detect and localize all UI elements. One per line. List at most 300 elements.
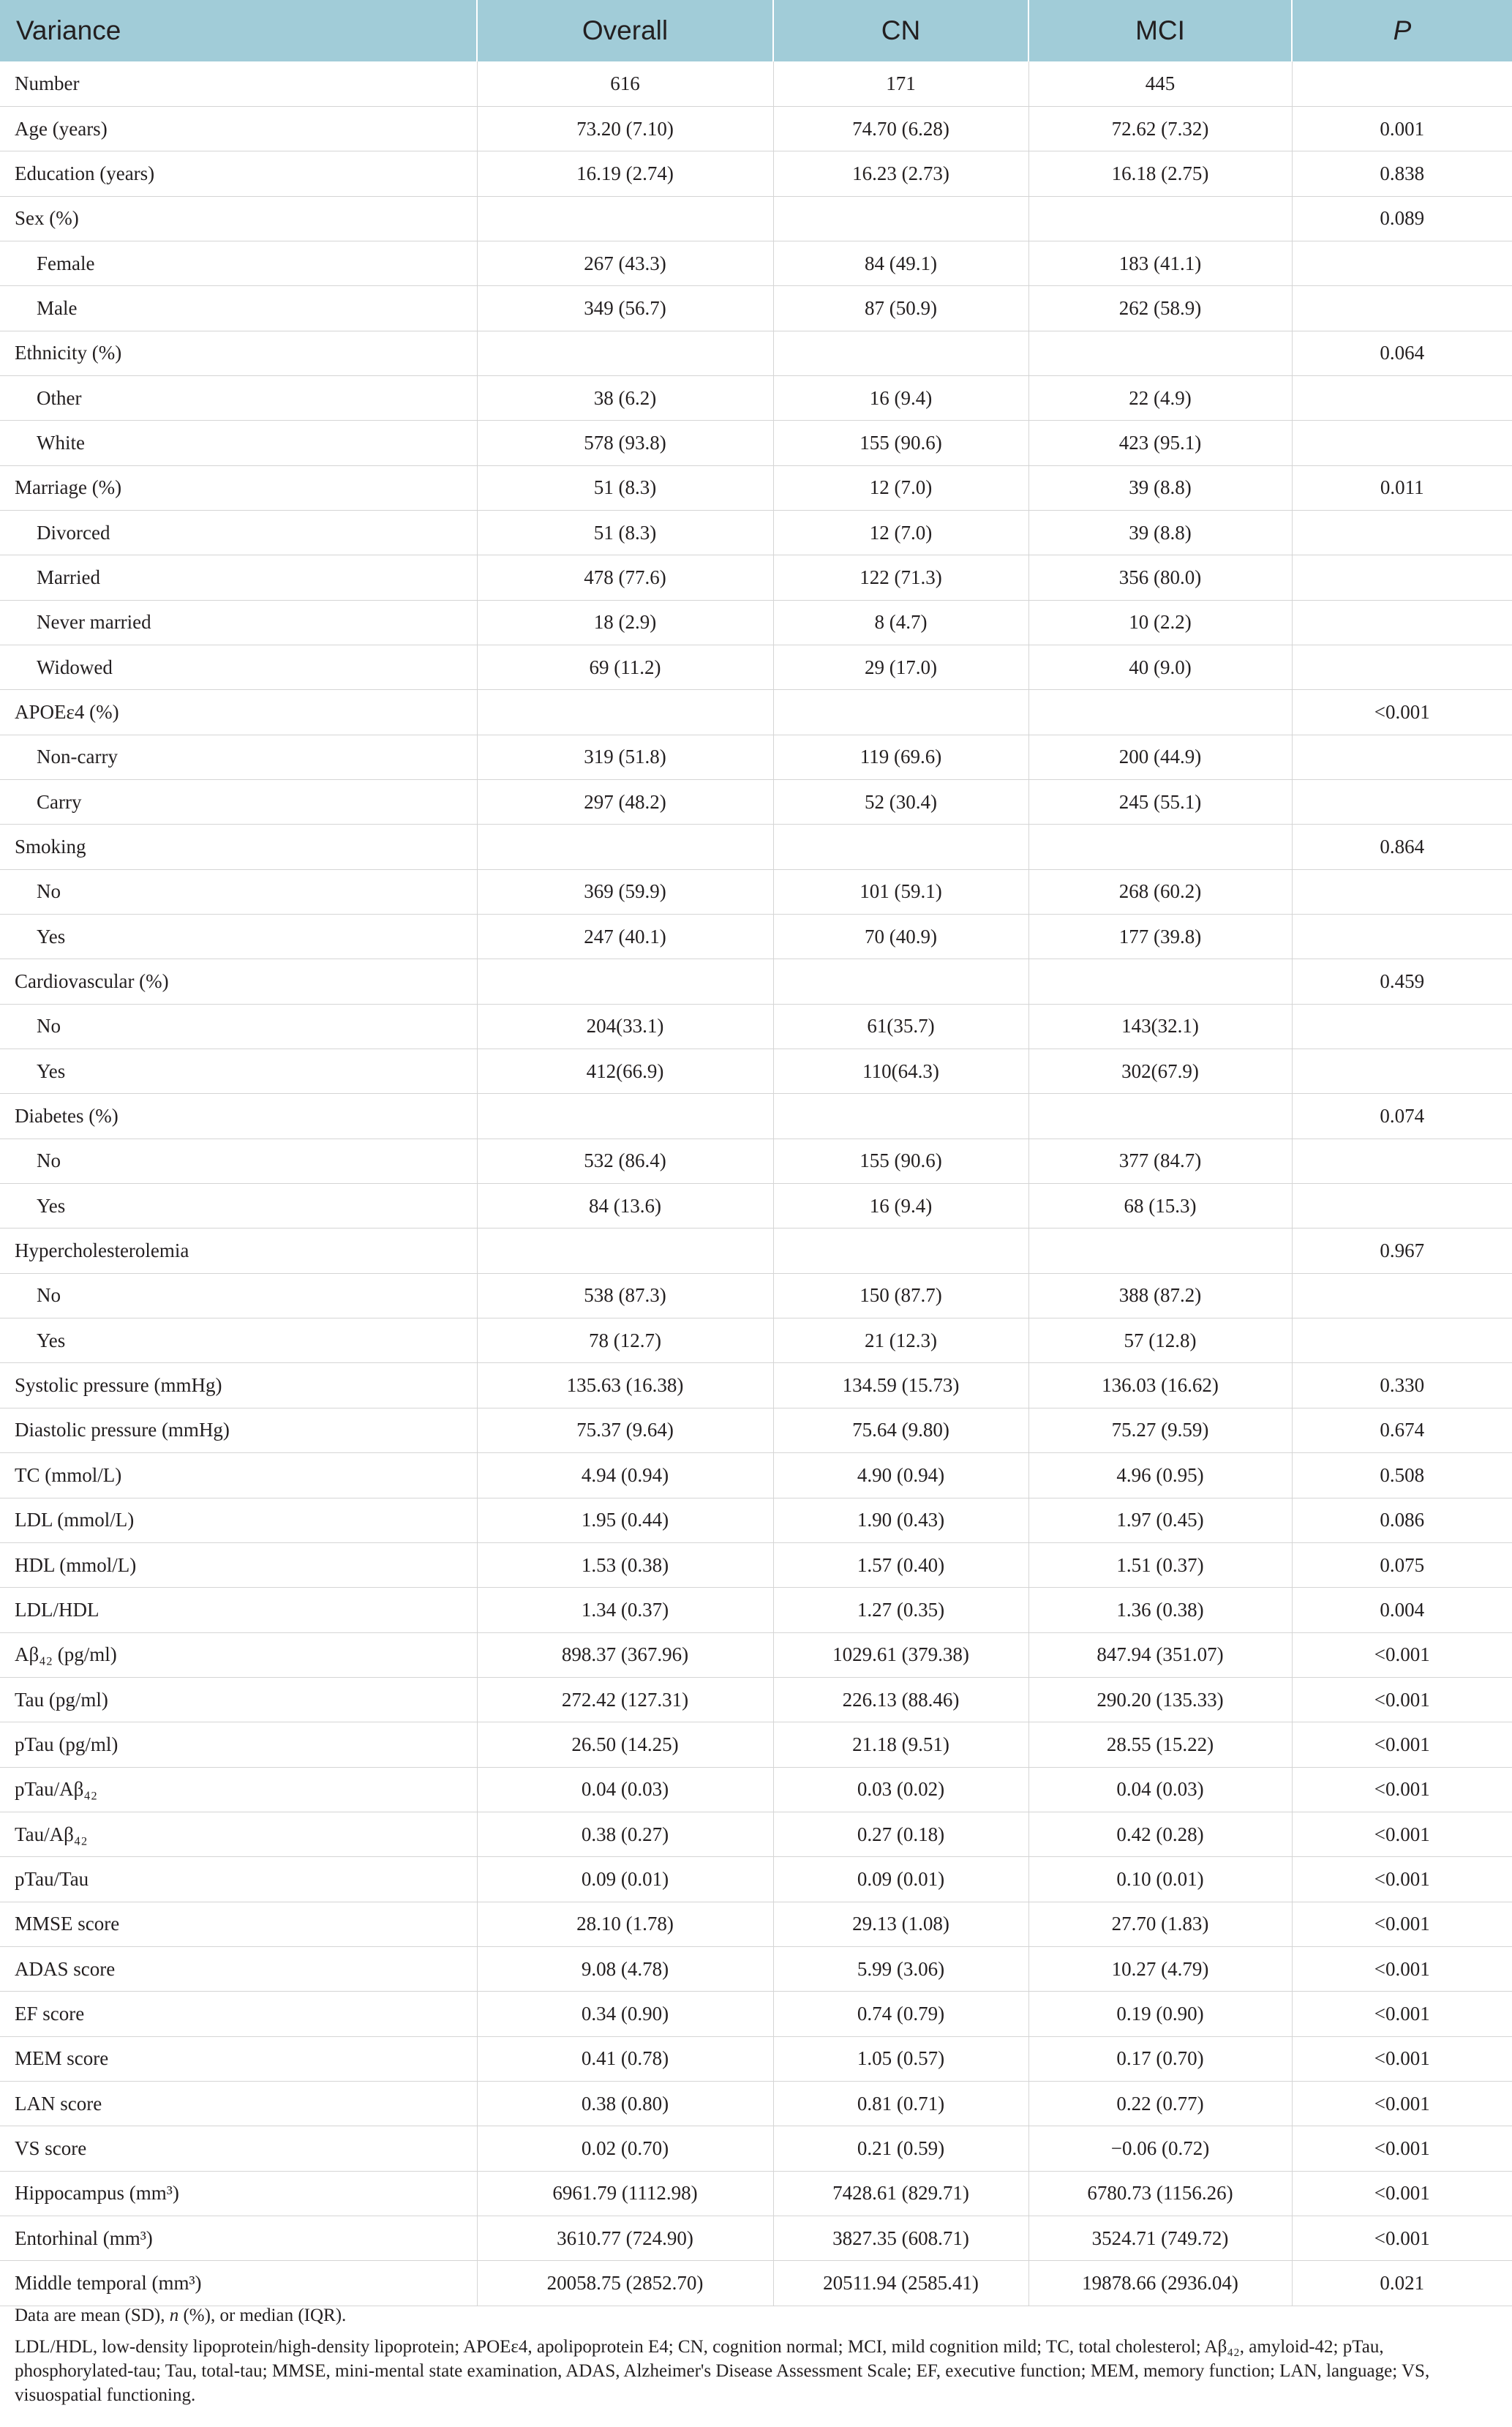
table-row (0, 1542, 1512, 1587)
table-row (0, 600, 1512, 645)
table-row (0, 331, 1512, 375)
cell-p-value (1292, 735, 1512, 779)
cell-overall (477, 959, 773, 1004)
cell-overall: 349 (56.7) (477, 286, 773, 331)
cell-mci: 10 (2.2) (1028, 600, 1292, 645)
cell-p-value: <0.001 (1292, 1946, 1512, 1991)
row-label: Never married (0, 600, 477, 645)
cell-overall (477, 825, 773, 869)
cell-overall (477, 196, 773, 241)
row-label: Tau (pg/ml) (0, 1677, 477, 1722)
cell-overall: 538 (87.3) (477, 1273, 773, 1318)
cell-p-value (1292, 600, 1512, 645)
cell-cn: 16 (9.4) (773, 1184, 1028, 1228)
table-row (0, 1722, 1512, 1767)
cell-p-value: 0.330 (1292, 1363, 1512, 1408)
cell-p-value: 0.001 (1292, 106, 1512, 151)
cell-mci: 0.10 (0.01) (1028, 1857, 1292, 1902)
cell-overall: 84 (13.6) (477, 1184, 773, 1228)
row-label: pTau/Tau (0, 1857, 477, 1902)
cell-overall: 272.42 (127.31) (477, 1677, 773, 1722)
table-row (0, 375, 1512, 420)
table-row (0, 2216, 1512, 2261)
table-row (0, 286, 1512, 331)
cell-cn: 21 (12.3) (773, 1318, 1028, 1363)
table-row (0, 151, 1512, 196)
cell-cn (773, 196, 1028, 241)
cell-p-value: 0.864 (1292, 825, 1512, 869)
cell-p-value: <0.001 (1292, 2216, 1512, 2261)
row-label: Non-carry (0, 735, 477, 779)
cell-overall: 0.04 (0.03) (477, 1767, 773, 1812)
row-label: MEM score (0, 2036, 477, 2081)
cell-cn: 171 (773, 61, 1028, 106)
cell-cn: 0.21 (0.59) (773, 2126, 1028, 2171)
cell-overall: 38 (6.2) (477, 375, 773, 420)
row-label: Male (0, 286, 477, 331)
cell-overall: 51 (8.3) (477, 510, 773, 555)
cell-p-value (1292, 421, 1512, 465)
row-label: Diastolic pressure (mmHg) (0, 1408, 477, 1452)
row-label: Divorced (0, 510, 477, 555)
cell-p-value: 0.004 (1292, 1588, 1512, 1632)
cell-p-value: <0.001 (1292, 1902, 1512, 1946)
cell-cn: 0.03 (0.02) (773, 1767, 1028, 1812)
cell-overall: 247 (40.1) (477, 915, 773, 959)
cell-overall: 51 (8.3) (477, 465, 773, 510)
cell-overall (477, 690, 773, 735)
cell-cn: 1029.61 (379.38) (773, 1632, 1028, 1677)
cell-p-value (1292, 1318, 1512, 1363)
cell-mci: 143(32.1) (1028, 1004, 1292, 1049)
cell-cn: 12 (7.0) (773, 510, 1028, 555)
row-label: Number (0, 61, 477, 106)
cell-p-value: 0.967 (1292, 1228, 1512, 1273)
row-label: Ethnicity (%) (0, 331, 477, 375)
table-row (0, 241, 1512, 285)
table-row (0, 1094, 1512, 1139)
cell-mci: 16.18 (2.75) (1028, 151, 1292, 196)
row-label: No (0, 869, 477, 914)
row-label: pTau/Aβ₄₂ (0, 1767, 477, 1812)
cell-p-value: 0.075 (1292, 1542, 1512, 1587)
row-label: No (0, 1004, 477, 1049)
cell-mci: 268 (60.2) (1028, 869, 1292, 914)
cell-overall: 9.08 (4.78) (477, 1946, 773, 1991)
cell-mci: 28.55 (15.22) (1028, 1722, 1292, 1767)
cell-mci: 39 (8.8) (1028, 465, 1292, 510)
cell-cn: 1.57 (0.40) (773, 1542, 1028, 1587)
cell-cn: 12 (7.0) (773, 465, 1028, 510)
row-label: Smoking (0, 825, 477, 869)
table-row (0, 825, 1512, 869)
cell-cn (773, 690, 1028, 735)
cell-cn: 0.09 (0.01) (773, 1857, 1028, 1902)
cell-mci: 0.17 (0.70) (1028, 2036, 1292, 2081)
cell-cn: 84 (49.1) (773, 241, 1028, 285)
table-row (0, 1049, 1512, 1094)
cell-p-value: 0.838 (1292, 151, 1512, 196)
cell-overall (477, 1228, 773, 1273)
cell-cn: 61(35.7) (773, 1004, 1028, 1049)
cell-overall: 297 (48.2) (477, 780, 773, 825)
cell-p-value (1292, 915, 1512, 959)
row-label: Yes (0, 1049, 477, 1094)
row-label: EF score (0, 1992, 477, 2036)
row-label: Hippocampus (mm³) (0, 2171, 477, 2216)
row-label: APOEε4 (%) (0, 690, 477, 735)
table-row (0, 510, 1512, 555)
cell-cn: 1.90 (0.43) (773, 1498, 1028, 1542)
cell-overall: 6961.79 (1112.98) (477, 2171, 773, 2216)
cell-mci: 72.62 (7.32) (1028, 106, 1292, 151)
cell-overall (477, 1094, 773, 1139)
cell-mci: 290.20 (135.33) (1028, 1677, 1292, 1722)
row-label: Age (years) (0, 106, 477, 151)
cell-overall: 75.37 (9.64) (477, 1408, 773, 1452)
row-label: Education (years) (0, 151, 477, 196)
table-row (0, 1363, 1512, 1408)
header-overall: Overall (477, 0, 773, 61)
cell-cn: 70 (40.9) (773, 915, 1028, 959)
table-row (0, 645, 1512, 689)
row-label: Widowed (0, 645, 477, 689)
cell-mci: 356 (80.0) (1028, 555, 1292, 600)
cell-p-value: <0.001 (1292, 1722, 1512, 1767)
cell-p-value: <0.001 (1292, 1992, 1512, 2036)
footnote-abbreviations: LDL/HDL, low-density lipoprotein/high-density lipoprotein; APOEε4, apolipoprotein E4; CN, cognition normal; MCI, mild cognition mild; TC, total cholesterol; Aβ₄₂, amyloid-42; pTau, phosphorylated-tau; Tau, total-tau; MMSE, mini-mental state examination, ADAS, Alzheimer's Disease Assessment Scale; EF, executive function; MEM, memory function; LAN, language; VS, visuospatial functioning. (15, 2337, 1430, 2405)
cell-overall: 78 (12.7) (477, 1318, 773, 1363)
row-label: Married (0, 555, 477, 600)
cell-overall: 1.53 (0.38) (477, 1542, 773, 1587)
cell-cn (773, 959, 1028, 1004)
cell-mci: 1.97 (0.45) (1028, 1498, 1292, 1542)
row-label: White (0, 421, 477, 465)
cell-cn: 1.27 (0.35) (773, 1588, 1028, 1632)
table-row (0, 2036, 1512, 2081)
table-row (0, 196, 1512, 241)
cell-cn: 1.05 (0.57) (773, 2036, 1028, 2081)
cell-mci: 27.70 (1.83) (1028, 1902, 1292, 1946)
cell-p-value (1292, 869, 1512, 914)
cell-p-value: <0.001 (1292, 2081, 1512, 2126)
table-row (0, 1632, 1512, 1677)
cell-overall: 0.38 (0.27) (477, 1812, 773, 1856)
table-row (0, 1184, 1512, 1228)
cell-cn: 8 (4.7) (773, 600, 1028, 645)
cell-p-value: 0.508 (1292, 1453, 1512, 1498)
cell-p-value (1292, 1139, 1512, 1183)
cell-overall: 898.37 (367.96) (477, 1632, 773, 1677)
table-row (0, 2261, 1512, 2306)
cell-mci (1028, 331, 1292, 375)
row-label: Other (0, 375, 477, 420)
cell-p-value (1292, 375, 1512, 420)
footnote-stats: Data are mean (SD), n (%), or median (IQR). (15, 2306, 347, 2325)
table-footnotes (15, 2303, 1500, 2407)
table-row (0, 1902, 1512, 1946)
cell-cn: 101 (59.1) (773, 869, 1028, 914)
cell-mci: 177 (39.8) (1028, 915, 1292, 959)
table-row (0, 61, 1512, 106)
cell-cn: 155 (90.6) (773, 1139, 1028, 1183)
table-row (0, 1857, 1512, 1902)
table-row (0, 1498, 1512, 1542)
cell-p-value (1292, 286, 1512, 331)
cell-overall: 4.94 (0.94) (477, 1453, 773, 1498)
cell-cn: 4.90 (0.94) (773, 1453, 1028, 1498)
row-label: No (0, 1273, 477, 1318)
header-p-value: P (1292, 0, 1512, 61)
cell-cn: 29 (17.0) (773, 645, 1028, 689)
cell-overall: 578 (93.8) (477, 421, 773, 465)
row-label: LDL/HDL (0, 1588, 477, 1632)
cell-p-value: 0.064 (1292, 331, 1512, 375)
cell-mci: 302(67.9) (1028, 1049, 1292, 1094)
table-header-row (0, 0, 1512, 61)
cell-mci: 245 (55.1) (1028, 780, 1292, 825)
row-label: Yes (0, 915, 477, 959)
table-row (0, 1318, 1512, 1363)
cell-cn (773, 331, 1028, 375)
cell-cn: 110(64.3) (773, 1049, 1028, 1094)
row-label: Diabetes (%) (0, 1094, 477, 1139)
table-row (0, 2126, 1512, 2171)
cell-overall: 0.41 (0.78) (477, 2036, 773, 2081)
row-label: Yes (0, 1184, 477, 1228)
cell-p-value (1292, 555, 1512, 600)
table-row (0, 1408, 1512, 1452)
table-row (0, 1677, 1512, 1722)
cell-p-value (1292, 645, 1512, 689)
cell-p-value: 0.674 (1292, 1408, 1512, 1452)
cell-overall: 28.10 (1.78) (477, 1902, 773, 1946)
cell-cn: 0.81 (0.71) (773, 2081, 1028, 2126)
cell-cn: 74.70 (6.28) (773, 106, 1028, 151)
cell-p-value: <0.001 (1292, 1767, 1512, 1812)
table-row (0, 465, 1512, 510)
table-row (0, 1588, 1512, 1632)
row-label: ADAS score (0, 1946, 477, 1991)
cell-mci: 39 (8.8) (1028, 510, 1292, 555)
row-label: Sex (%) (0, 196, 477, 241)
cell-p-value (1292, 1004, 1512, 1049)
cell-p-value: <0.001 (1292, 1677, 1512, 1722)
cell-mci: 22 (4.9) (1028, 375, 1292, 420)
cell-p-value: <0.001 (1292, 1857, 1512, 1902)
cell-cn: 75.64 (9.80) (773, 1408, 1028, 1452)
header-mci: MCI (1028, 0, 1292, 61)
table-row (0, 555, 1512, 600)
cell-cn (773, 1094, 1028, 1139)
cell-mci: 0.04 (0.03) (1028, 1767, 1292, 1812)
cell-mci (1028, 1094, 1292, 1139)
cell-mci: 377 (84.7) (1028, 1139, 1292, 1183)
cell-p-value: 0.021 (1292, 2261, 1512, 2306)
table-row (0, 421, 1512, 465)
row-label: MMSE score (0, 1902, 477, 1946)
cell-mci: 423 (95.1) (1028, 421, 1292, 465)
cell-cn: 16.23 (2.73) (773, 151, 1028, 196)
cell-overall: 204(33.1) (477, 1004, 773, 1049)
cell-overall: 478 (77.6) (477, 555, 773, 600)
cell-p-value (1292, 1273, 1512, 1318)
table-row (0, 1992, 1512, 2036)
table-row (0, 735, 1512, 779)
row-label: Carry (0, 780, 477, 825)
cell-overall: 0.02 (0.70) (477, 2126, 773, 2171)
cell-overall: 3610.77 (724.90) (477, 2216, 773, 2261)
cell-mci: 57 (12.8) (1028, 1318, 1292, 1363)
cell-cn: 87 (50.9) (773, 286, 1028, 331)
cell-mci (1028, 690, 1292, 735)
cell-overall: 0.38 (0.80) (477, 2081, 773, 2126)
cell-cn (773, 825, 1028, 869)
table-row (0, 915, 1512, 959)
cell-cn: 29.13 (1.08) (773, 1902, 1028, 1946)
table-row (0, 869, 1512, 914)
table-row (0, 2171, 1512, 2216)
cell-mci: 10.27 (4.79) (1028, 1946, 1292, 1991)
cell-overall: 0.34 (0.90) (477, 1992, 773, 2036)
cell-mci: 262 (58.9) (1028, 286, 1292, 331)
table-row (0, 690, 1512, 735)
cell-cn: 119 (69.6) (773, 735, 1028, 779)
cell-mci (1028, 196, 1292, 241)
table-row (0, 780, 1512, 825)
cell-cn: 7428.61 (829.71) (773, 2171, 1028, 2216)
cell-p-value: 0.074 (1292, 1094, 1512, 1139)
table-row (0, 2081, 1512, 2126)
cell-mci: 136.03 (16.62) (1028, 1363, 1292, 1408)
cell-overall: 135.63 (16.38) (477, 1363, 773, 1408)
row-label: VS score (0, 2126, 477, 2171)
cell-mci: 0.42 (0.28) (1028, 1812, 1292, 1856)
cell-overall: 20058.75 (2852.70) (477, 2261, 773, 2306)
cell-p-value (1292, 510, 1512, 555)
cell-cn: 3827.35 (608.71) (773, 2216, 1028, 2261)
cell-mci: 3524.71 (749.72) (1028, 2216, 1292, 2261)
cell-p-value (1292, 1184, 1512, 1228)
cell-p-value (1292, 241, 1512, 285)
row-label: Hypercholesterolemia (0, 1228, 477, 1273)
row-label: HDL (mmol/L) (0, 1542, 477, 1587)
cell-mci (1028, 1228, 1292, 1273)
table-row (0, 1139, 1512, 1183)
cell-p-value: <0.001 (1292, 1632, 1512, 1677)
cell-p-value (1292, 1049, 1512, 1094)
cell-cn (773, 1228, 1028, 1273)
cell-mci: 388 (87.2) (1028, 1273, 1292, 1318)
table-row (0, 106, 1512, 151)
cell-p-value (1292, 61, 1512, 106)
row-label: No (0, 1139, 477, 1183)
cell-overall: 0.09 (0.01) (477, 1857, 773, 1902)
row-label: Tau/Aβ₄₂ (0, 1812, 477, 1856)
table-row (0, 1946, 1512, 1991)
cell-p-value: 0.011 (1292, 465, 1512, 510)
cell-cn: 0.27 (0.18) (773, 1812, 1028, 1856)
cell-overall: 18 (2.9) (477, 600, 773, 645)
cell-mci: 40 (9.0) (1028, 645, 1292, 689)
cell-mci: 847.94 (351.07) (1028, 1632, 1292, 1677)
table-row (0, 1767, 1512, 1812)
cell-mci: 4.96 (0.95) (1028, 1453, 1292, 1498)
cell-overall: 319 (51.8) (477, 735, 773, 779)
cell-overall: 532 (86.4) (477, 1139, 773, 1183)
cell-cn: 20511.94 (2585.41) (773, 2261, 1028, 2306)
table-row (0, 1812, 1512, 1856)
row-label: Female (0, 241, 477, 285)
cell-cn: 122 (71.3) (773, 555, 1028, 600)
cell-cn: 5.99 (3.06) (773, 1946, 1028, 1991)
table-row (0, 959, 1512, 1004)
cell-mci: 19878.66 (2936.04) (1028, 2261, 1292, 2306)
cell-mci (1028, 959, 1292, 1004)
cell-mci: 0.22 (0.77) (1028, 2081, 1292, 2126)
cell-cn: 16 (9.4) (773, 375, 1028, 420)
cell-mci: 75.27 (9.59) (1028, 1408, 1292, 1452)
cell-mci: −0.06 (0.72) (1028, 2126, 1292, 2171)
row-label: LDL (mmol/L) (0, 1498, 477, 1542)
cell-cn: 226.13 (88.46) (773, 1677, 1028, 1722)
cell-overall: 1.34 (0.37) (477, 1588, 773, 1632)
cell-cn: 52 (30.4) (773, 780, 1028, 825)
cell-mci: 6780.73 (1156.26) (1028, 2171, 1292, 2216)
cell-overall: 369 (59.9) (477, 869, 773, 914)
table-row (0, 1273, 1512, 1318)
cell-p-value: <0.001 (1292, 2036, 1512, 2081)
row-label: pTau (pg/ml) (0, 1722, 477, 1767)
cell-mci: 68 (15.3) (1028, 1184, 1292, 1228)
cell-cn: 150 (87.7) (773, 1273, 1028, 1318)
cell-p-value: 0.459 (1292, 959, 1512, 1004)
row-label: Marriage (%) (0, 465, 477, 510)
cell-overall: 412(66.9) (477, 1049, 773, 1094)
header-variance: Variance (16, 15, 121, 45)
row-label: Yes (0, 1318, 477, 1363)
table-body (0, 61, 1512, 2306)
cell-p-value: <0.001 (1292, 690, 1512, 735)
cell-overall: 69 (11.2) (477, 645, 773, 689)
cell-p-value: 0.089 (1292, 196, 1512, 241)
cell-cn: 155 (90.6) (773, 421, 1028, 465)
cell-p-value: 0.086 (1292, 1498, 1512, 1542)
row-label: Systolic pressure (mmHg) (0, 1363, 477, 1408)
cell-mci (1028, 825, 1292, 869)
row-label: Cardiovascular (%) (0, 959, 477, 1004)
row-label: TC (mmol/L) (0, 1453, 477, 1498)
cell-cn: 134.59 (15.73) (773, 1363, 1028, 1408)
cell-overall: 1.95 (0.44) (477, 1498, 773, 1542)
table-row (0, 1004, 1512, 1049)
cell-mci: 1.36 (0.38) (1028, 1588, 1292, 1632)
cell-mci: 200 (44.9) (1028, 735, 1292, 779)
cell-overall: 73.20 (7.10) (477, 106, 773, 151)
cell-p-value (1292, 780, 1512, 825)
header-cn: CN (773, 0, 1028, 61)
cell-overall: 616 (477, 61, 773, 106)
row-label: Middle temporal (mm³) (0, 2261, 477, 2306)
row-label: Entorhinal (mm³) (0, 2216, 477, 2261)
row-label: LAN score (0, 2081, 477, 2126)
cell-mci: 445 (1028, 61, 1292, 106)
cell-cn: 21.18 (9.51) (773, 1722, 1028, 1767)
table-row (0, 1453, 1512, 1498)
cell-p-value: <0.001 (1292, 1812, 1512, 1856)
table-row (0, 1228, 1512, 1273)
row-label: Aβ₄₂ (pg/ml) (0, 1632, 477, 1677)
